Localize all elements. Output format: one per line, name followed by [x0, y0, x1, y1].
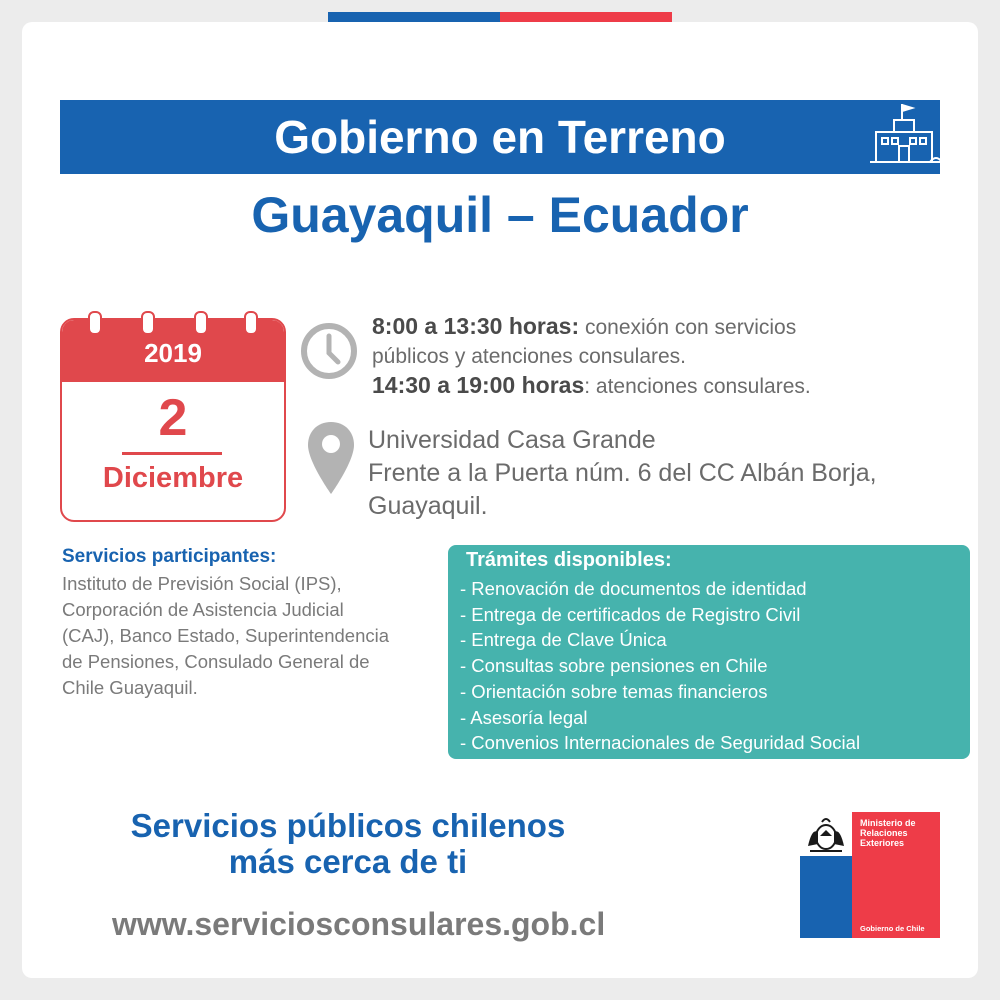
address-line-1: Universidad Casa Grande: [368, 426, 656, 454]
tagline-line-1: Servicios públicos chilenos: [130, 807, 566, 844]
services-line: de Pensiones, Consulado General de: [62, 651, 370, 672]
services-line: Instituto de Previsión Social (IPS),: [62, 573, 342, 594]
services-line: Corporación de Asistencia Judicial: [62, 599, 344, 620]
tagline: [118, 808, 578, 880]
city-heading: Guayaquil – Ecuador: [251, 187, 749, 243]
calendar-ring-icon: [88, 311, 102, 335]
tramite-item: - Orientación sobre temas financieros: [460, 680, 768, 702]
calendar-year: 2019: [144, 338, 202, 368]
coat-of-arms-icon: [804, 816, 848, 854]
logo-line: Exteriores: [860, 838, 905, 848]
calendar-ring-icon: [194, 311, 208, 335]
tramites-box: [448, 545, 970, 759]
calendar-divider: [122, 452, 222, 455]
services-line: Chile Guayaquil.: [62, 677, 198, 698]
logo-line: Ministerio de: [860, 818, 916, 828]
title-banner: [60, 100, 940, 174]
logo-government-label: Gobierno de Chile: [860, 924, 925, 933]
tagline-line-2: más cerca de ti: [228, 843, 468, 880]
location-pin-icon: [306, 420, 356, 496]
address-line-2: Frente a la Puerta núm. 6 del CC Albán Borja,: [368, 459, 877, 487]
schedule-block: [372, 312, 811, 401]
tramite-item: - Asesoría legal: [460, 706, 588, 728]
logo-ministry-name: [860, 818, 916, 848]
services-list: [62, 571, 442, 701]
tramite-item: - Entrega de Clave Única: [460, 629, 667, 651]
calendar-card: [60, 318, 286, 522]
logo-line: Relaciones: [860, 828, 908, 838]
services-line: (CAJ), Banco Estado, Superintendencia: [62, 625, 390, 646]
schedule-slot1-time: 8:00 a 13:30 horas:: [372, 313, 580, 339]
government-building-icon: [868, 102, 948, 170]
schedule-slot2-desc: : atenciones consulares.: [584, 375, 811, 398]
schedule-slot1-desc-2: públicos y atenciones consulares.: [372, 345, 687, 368]
tramite-item: - Consultas sobre pensiones en Chile: [460, 655, 768, 677]
website-link[interactable]: www.serviciosconsulares.gob.cl: [112, 906, 606, 942]
calendar-month: Diciembre: [102, 462, 244, 494]
calendar-ring-icon: [244, 311, 258, 335]
location-address: [368, 424, 877, 523]
schedule-slot1-desc: conexión con servicios: [579, 316, 797, 339]
tramites-title: Trámites disponibles:: [466, 549, 672, 571]
tramite-item: - Convenios Internacionales de Seguridad Social: [460, 732, 861, 754]
page-title: Gobierno en Terreno: [274, 111, 726, 163]
address-line-3: Guayaquil.: [368, 492, 488, 520]
calendar-day: 2: [158, 389, 188, 447]
tramites-list: [460, 576, 860, 756]
tramite-item: - Entrega de certificados de Registro Civil: [460, 603, 801, 625]
schedule-slot2-time: 14:30 a 19:00 horas: [372, 372, 585, 398]
services-title: Servicios participantes:: [62, 546, 277, 567]
calendar-ring-icon: [141, 311, 155, 335]
ministry-logo: [800, 812, 940, 938]
tramite-item: - Renovación de documentos de identidad: [460, 578, 807, 599]
clock-icon: [300, 322, 358, 380]
